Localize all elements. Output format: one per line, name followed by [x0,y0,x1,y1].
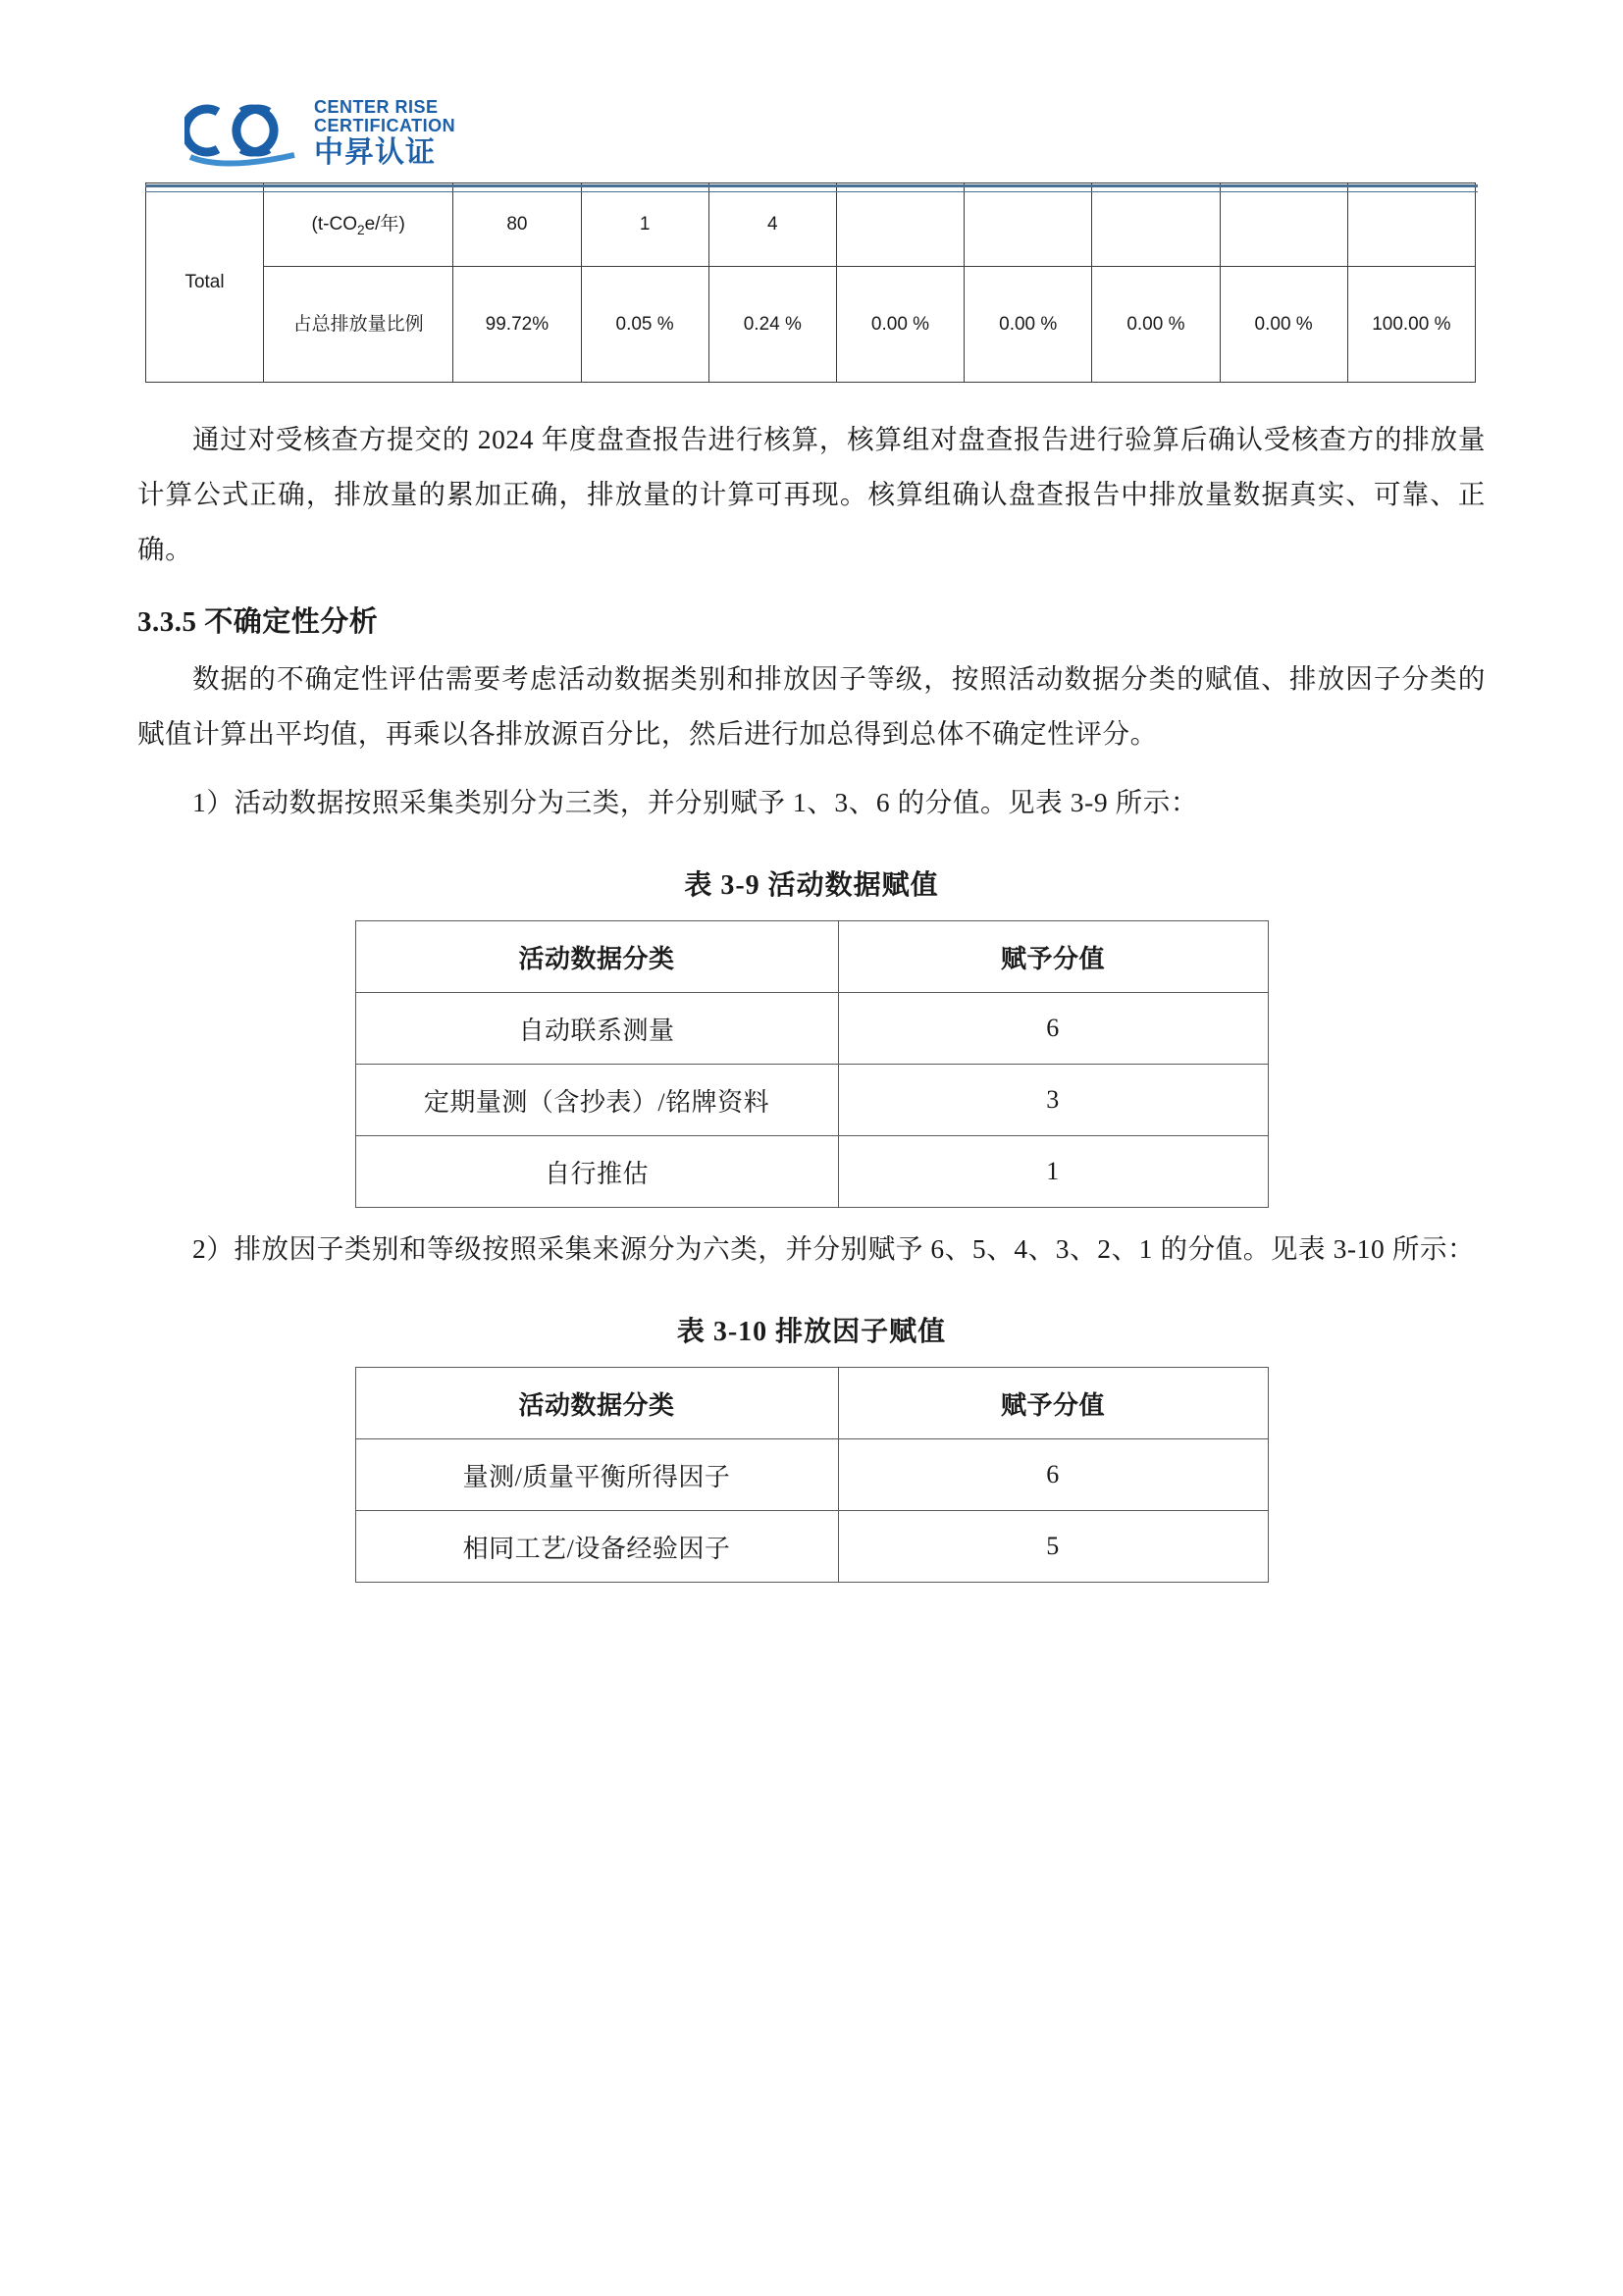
table-header-row [355,1368,1268,1439]
cell-category: 自行推估 [355,1136,838,1208]
cell-category: 相同工艺/设备经验因子 [355,1511,838,1583]
cell-value: 80 [453,183,581,267]
paragraph-item-2: 2）排放因子类别和等级按照采集来源分为六类，并分别赋予 6、5、4、3、2、1 的分值。见表 3-10 所示： [192,1233,1476,1264]
table-row [146,183,1476,267]
crc-logo-icon [184,98,304,169]
cell-score: 3 [838,1065,1268,1136]
column-header-category: 活动数据分类 [355,921,838,993]
cell-value: 0.00 % [965,267,1092,383]
table-row [146,267,1476,383]
table-row [355,1511,1268,1583]
table-310-emission-factor-scores [355,1367,1269,1583]
row-unit: ($t-CO_2e/$年) [264,183,453,267]
cell-value [836,183,964,267]
cell-value: 0.00 % [1220,267,1347,383]
table-header-row [355,921,1268,993]
company-logo [184,98,1486,169]
logo-en-line1: CENTER RISE [314,97,439,118]
section-heading-3-3-5 [137,595,1486,650]
column-header-score: 赋予分值 [838,921,1268,993]
cell-value [1220,183,1347,267]
cell-value: 0.00 % [836,267,964,383]
cell-value [1092,183,1220,267]
table-row [355,1136,1268,1208]
paragraph-item-1: 1）活动数据按照采集类别分为三类，并分别赋予 1、3、6 的分值。见表 3-9 所示： [192,787,1198,817]
emissions-total-table [145,183,1476,383]
cell-value: 0.05 % [581,267,708,383]
logo-text [314,98,455,168]
logo-en-line2: CERTIFICATION [314,116,456,136]
table-39-activity-data-scores [355,920,1269,1208]
row-label-total: Total [146,183,264,383]
table-39-caption: 表 3-9 活动数据赋值 [684,870,939,901]
cell-value: 1 [581,183,708,267]
cell-category: 自动联系测量 [355,993,838,1065]
row-unit-ratio: 占总排放量比例 [264,267,453,383]
page-header [137,0,1486,170]
cell-value: 0.00 % [1092,267,1220,383]
cell-category: 量测/质量平衡所得因子 [355,1439,838,1511]
paragraph-verification: 通过对受核查方提交的 2024 年度盘查报告进行核算，核算组对盘查报告进行验算后确认受核查方的排放量计算公式正确，排放量的累加正确，排放量的计算可再现。核算组确认盘查报告中排放量数据真实、可靠、正确。 [137,424,1486,564]
cell-category: 定期量测（含抄表）/铭牌资料 [355,1065,838,1136]
cell-value [965,183,1092,267]
column-header-score: 赋予分值 [838,1368,1268,1439]
table-row [355,1065,1268,1136]
table-row [355,1439,1268,1511]
column-header-category: 活动数据分类 [355,1368,838,1439]
cell-score: 5 [838,1511,1268,1583]
cell-value [1347,183,1475,267]
cell-score: 6 [838,993,1268,1065]
header-divider [145,184,1478,192]
cell-value: 99.72% [453,267,581,383]
heading-text: 不确定性分析 [204,606,379,638]
logo-cn: 中昇认证 [314,136,436,170]
table-row [355,993,1268,1065]
paragraph-uncertainty: 数据的不确定性评估需要考虑活动数据类别和排放因子等级，按照活动数据分类的赋值、排放因子分类的赋值计算出平均值，再乘以各排放源百分比，然后进行加总得到总体不确定性评分。 [137,663,1486,749]
table-310-caption: 表 3-10 排放因子赋值 [676,1317,947,1347]
cell-value: 4 [708,183,836,267]
cell-score: 6 [838,1439,1268,1511]
heading-number: 3.3.5 [137,606,197,638]
cell-value: 100.00 % [1347,267,1475,383]
cell-value: 0.24 % [708,267,836,383]
cell-score: 1 [838,1136,1268,1208]
